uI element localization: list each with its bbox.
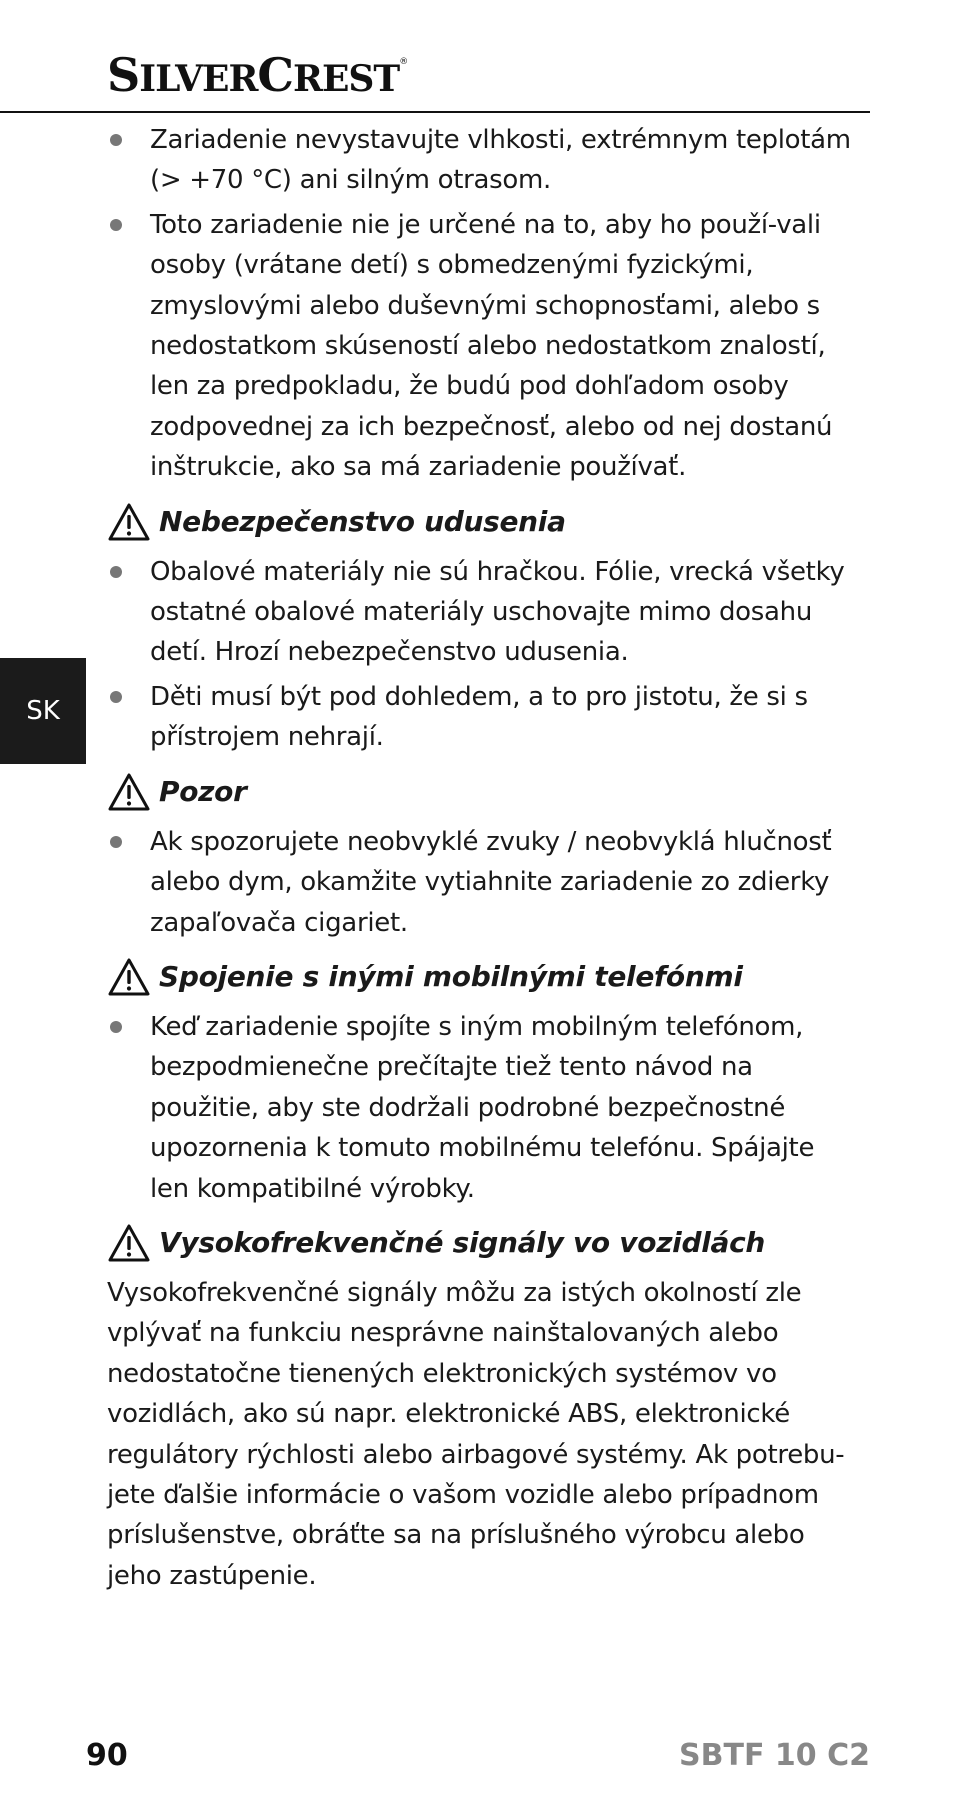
language-code: SK — [26, 696, 60, 726]
bullet-dot-icon — [110, 1021, 122, 1033]
warning-heading — [107, 955, 857, 999]
warning-heading — [107, 770, 857, 814]
registered-mark: ® — [399, 57, 408, 67]
bullet-dot-icon — [110, 219, 122, 231]
warning-triangle-icon — [107, 1223, 151, 1263]
brand-letter: C — [257, 48, 294, 102]
bullet-dot-icon — [110, 836, 122, 848]
brand-letters: REST — [293, 58, 400, 100]
heading-text: Pozor — [159, 775, 247, 809]
brand-letter: S — [107, 48, 140, 102]
bullet-text: Děti musí být pod dohledem, a to pro jistotu, že si s přístrojem nehrají. — [150, 681, 808, 753]
header-rule — [0, 111, 870, 113]
warning-triangle-icon — [107, 502, 151, 542]
page-content — [107, 120, 857, 1596]
page-number: 90 — [86, 1738, 128, 1773]
body-paragraph: Vysokofrekvenčné signály môžu za istých okolností zle vplývať na funkciu nesprávne nainštalovaných alebo nedostatočne tienených elektronických systémov vo vozidlách, ako sú napr. elektronické ABS, elektronické regulátory rýchlosti alebo airbagové systémy. Ak potrebu-jete ďalšie informácie o vašom vozidle alebo prípadnom príslušenstve, obráťte sa na príslušného výrobcu alebo jeho zastúpenie. — [107, 1277, 845, 1591]
language-tab — [0, 658, 86, 764]
model-number: SBTF 10 C2 — [679, 1738, 870, 1773]
bullet-dot-icon — [110, 134, 122, 146]
bullet-text: Toto zariadenie nie je určené na to, aby ho použí-vali osoby (vrátane detí) s obmedzenými fyzickými, zmyslovými alebo duševnými schopnosťami, alebo s nedostatkom skúseností alebo nedostatkom znalostí, len za predpokladu, že budú pod dohľadom osoby zodpovednej za ich bezpečnosť, alebo od nej dostanú inštrukcie, ako sa má zariadenie používať. — [150, 209, 833, 483]
brand-logo — [107, 48, 408, 102]
brand-letters: ILVER — [139, 58, 258, 100]
heading-text: Vysokofrekvenčné signály vo vozidlách — [159, 1226, 766, 1260]
warning-triangle-icon — [107, 772, 151, 812]
bullet-item — [107, 120, 857, 201]
bullet-item — [107, 1007, 857, 1209]
bullet-text: Zariadenie nevystavujte vlhkosti, extrémnym teplotám (> +70 °C) ani silným otrasom. — [150, 125, 851, 196]
heading-text: Spojenie s inými mobilnými telefónmi — [159, 960, 743, 994]
bullet-dot-icon — [110, 566, 122, 578]
warning-heading — [107, 1221, 857, 1265]
warning-triangle-icon — [107, 957, 151, 997]
bullet-item — [107, 677, 857, 758]
bullet-text: Keď zariadenie spojíte s iným mobilným telefónom, bezpodmienečne prečítajte tiež tento návod na použitie, aby ste dodržali podrobné bezpečnostné upozornenia k tomuto mobilnému telefónu. Spájajte len kompatibilné výrobky. — [150, 1011, 815, 1204]
bullet-text: Ak spozorujete neobvyklé zvuky / neobvyklá hlučnosť alebo dym, okamžite vytiahnite zariadenie zo zdierky zapaľovača cigariet. — [150, 826, 832, 938]
bullet-dot-icon — [110, 691, 122, 703]
warning-heading — [107, 500, 857, 544]
bullet-item — [107, 552, 857, 673]
bullet-item — [107, 205, 857, 488]
bullet-item — [107, 822, 857, 943]
bullet-text: Obalové materiály nie sú hračkou. Fólie, vrecká všetky ostatné obalové materiály uschovajte mimo dosahu detí. Hrozí nebezpečenstvo udusenia. — [150, 556, 845, 668]
heading-text: Nebezpečenstvo udusenia — [159, 505, 566, 539]
